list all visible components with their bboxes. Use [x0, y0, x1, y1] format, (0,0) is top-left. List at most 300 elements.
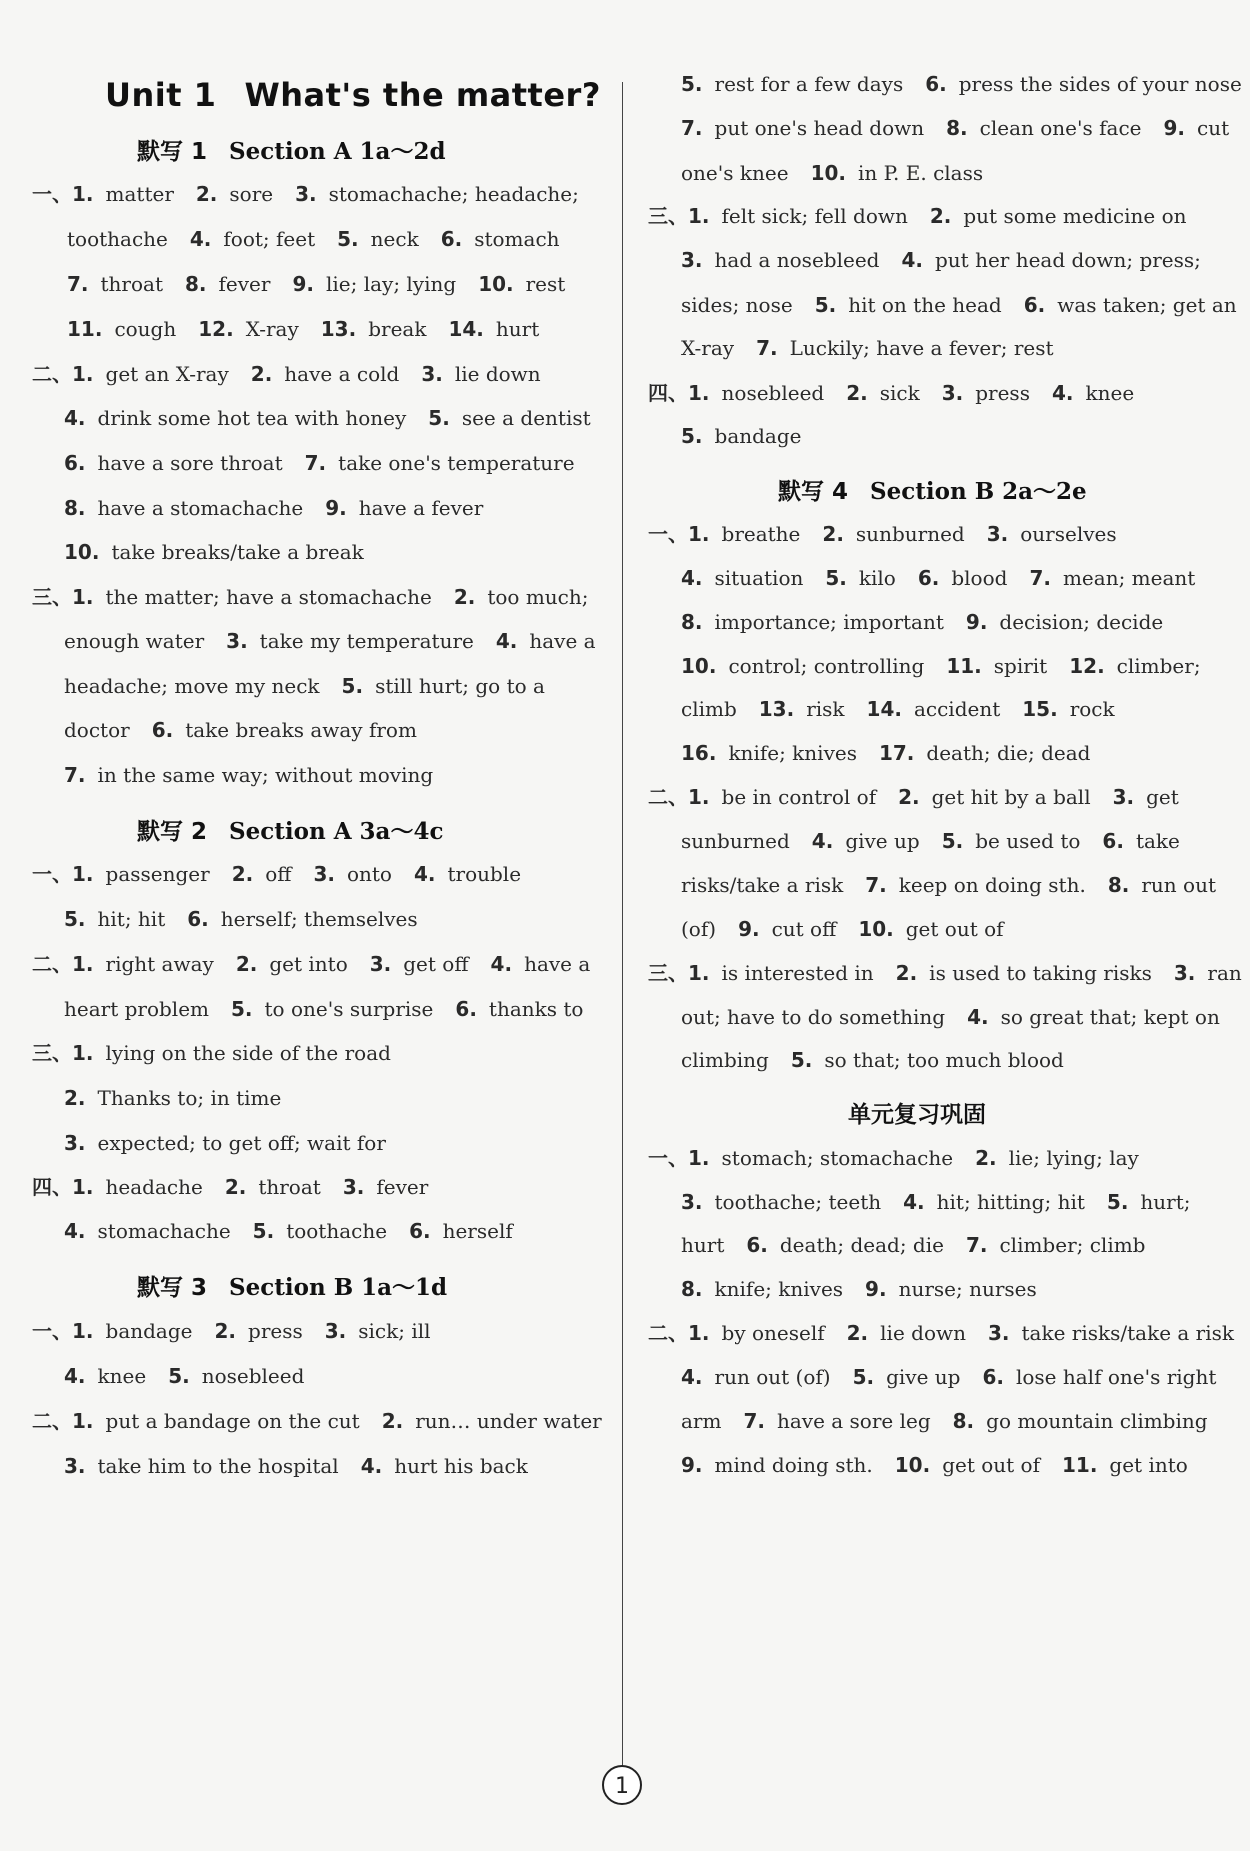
answer-text: off	[265, 862, 292, 886]
answer-text: hit; hitting; hit	[936, 1190, 1085, 1214]
answer-number: 9.	[865, 1277, 887, 1301]
answer-number: 4.	[360, 1454, 383, 1478]
answer-text: get out of	[905, 917, 1004, 941]
answer-number: 3.	[64, 1131, 86, 1155]
answer-line	[681, 916, 1026, 942]
answer-number: 3.	[313, 862, 335, 886]
answer-text: fever	[376, 1175, 429, 1199]
answer-text: headache; move my neck	[64, 674, 320, 698]
answer-number: 6.	[917, 566, 940, 590]
answer-text: so that; too much blood	[824, 1048, 1064, 1072]
answer-line	[32, 861, 543, 887]
answer-number: 二、1.	[648, 1321, 710, 1345]
answer-number: 三、1.	[32, 585, 94, 609]
answer-text: give up	[886, 1365, 961, 1389]
answer-number: 2.	[195, 182, 218, 206]
answer-text: knee	[97, 1364, 147, 1388]
answer-number: 2.	[231, 862, 254, 886]
answer-number: 4.	[901, 248, 923, 272]
answer-text: spirit	[993, 654, 1048, 678]
unit-heading: What's the matter?	[244, 76, 601, 114]
answer-line	[648, 1145, 1161, 1171]
answer-text: situation	[714, 566, 804, 590]
answer-text: lose half one's right	[1015, 1365, 1217, 1389]
answer-number: 3.	[226, 629, 248, 653]
answer-text: get out of	[942, 1453, 1040, 1477]
answer-text: be used to	[975, 829, 1081, 853]
answer-text: so great that; kept on	[1000, 1005, 1220, 1029]
answer-text: by oneself	[721, 1321, 825, 1345]
answer-number: 2.	[453, 585, 476, 609]
answer-text: put a bandage on the cut	[105, 1409, 360, 1433]
answer-line	[648, 1320, 1250, 1346]
answer-number: 7.	[743, 1409, 765, 1433]
answer-line	[681, 1047, 1086, 1073]
answer-text: risk	[806, 697, 845, 721]
answer-number: 9.	[965, 610, 988, 634]
answer-number: 2.	[64, 1086, 86, 1110]
answer-number: 7.	[681, 116, 703, 140]
answer-number: 8.	[1107, 873, 1130, 897]
answer-text: hurt;	[1140, 1190, 1191, 1214]
answer-number: 8.	[185, 272, 207, 296]
answer-text: Thanks to; in time	[97, 1086, 282, 1110]
answer-text: rest for a few days	[714, 72, 904, 96]
answer-number: 10.	[64, 540, 100, 564]
answer-number: 7.	[1029, 566, 1051, 590]
answer-line	[64, 1130, 408, 1156]
answer-line	[32, 361, 563, 387]
answer-number: 8.	[64, 496, 86, 520]
answer-line	[64, 673, 567, 699]
answer-number: 6.	[925, 72, 947, 96]
answer-text: be in control of	[721, 785, 877, 809]
answer-number: 3.	[988, 1321, 1010, 1345]
page-number: 1	[602, 1765, 642, 1805]
answer-line	[681, 828, 1202, 854]
answer-number: 5.	[428, 406, 450, 430]
answer-line	[32, 951, 612, 977]
answer-text: nosebleed	[201, 1364, 305, 1388]
answer-text: too much;	[487, 585, 589, 609]
answer-line	[681, 609, 1185, 635]
answer-number: 3.	[295, 182, 317, 206]
answer-number: 5.	[341, 674, 364, 698]
answer-number: 6.	[409, 1219, 431, 1243]
answer-number: 2.	[214, 1319, 237, 1343]
answer-number: 8.	[952, 1409, 975, 1433]
answer-text: matter	[105, 182, 174, 206]
answer-line	[67, 271, 587, 297]
answer-line	[64, 405, 613, 431]
answer-text: lie down	[454, 362, 541, 386]
answer-line	[681, 740, 1112, 766]
section-heading	[778, 473, 1087, 506]
answer-line	[681, 1189, 1213, 1215]
answer-text: sunburned	[855, 522, 965, 546]
answer-number: 3.	[342, 1175, 365, 1199]
answer-number: 10.	[894, 1453, 931, 1477]
answer-text: still hurt; go to a	[375, 674, 545, 698]
answer-number: 2.	[822, 522, 844, 546]
answer-text: fever	[218, 272, 271, 296]
answer-line	[64, 906, 440, 932]
answer-number: 8.	[946, 116, 968, 140]
answer-text: sides; nose	[681, 293, 793, 317]
answer-text: rest	[525, 272, 566, 296]
column-divider	[622, 82, 623, 1772]
answer-text: was taken; get an	[1057, 293, 1237, 317]
answer-text: hurt	[495, 317, 540, 341]
answer-number: 6.	[1102, 829, 1124, 853]
answer-number: 三、1.	[648, 961, 710, 985]
answer-number: 11.	[1061, 1453, 1098, 1477]
answer-text: in P. E. class	[858, 161, 984, 185]
answer-number: 四、1.	[648, 381, 710, 405]
answer-text: knife; knives	[714, 1277, 844, 1301]
answer-number: 2.	[224, 1175, 247, 1199]
answer-line	[681, 335, 1076, 361]
answer-text: knee	[1085, 381, 1135, 405]
answer-number: 10.	[681, 654, 717, 678]
answer-number: 3.	[681, 248, 703, 272]
answer-number: 14.	[866, 697, 902, 721]
answer-number: 11.	[67, 317, 103, 341]
answer-number: 7.	[304, 451, 327, 475]
answer-text: take my temperature	[259, 629, 474, 653]
answer-text: take	[1135, 829, 1180, 853]
answer-line	[681, 1452, 1210, 1478]
section-heading	[137, 1269, 447, 1302]
answer-number: 6.	[746, 1233, 768, 1257]
answer-text: have a sore throat	[97, 451, 283, 475]
section-heading-en: Section B 2a～2e	[870, 478, 1087, 505]
answer-line	[681, 71, 1250, 97]
answer-text: control; controlling	[728, 654, 925, 678]
answer-text: put some medicine on	[963, 204, 1187, 228]
answer-text: death; die; dead	[926, 741, 1091, 765]
answer-line	[681, 247, 1223, 273]
answer-text: lying on the side of the road	[105, 1041, 391, 1065]
answer-number: 2.	[381, 1409, 404, 1433]
answer-number: 6.	[1023, 293, 1046, 317]
answer-number: 4.	[64, 406, 86, 430]
answer-line	[64, 450, 597, 476]
answer-number: 5.	[814, 293, 837, 317]
answer-number: 5.	[337, 227, 359, 251]
answer-number: 5.	[1106, 1190, 1129, 1214]
answer-number: 4.	[64, 1364, 86, 1388]
answer-number: 8.	[681, 1277, 703, 1301]
answer-text: press	[975, 381, 1030, 405]
answer-text: take risks/take a risk	[1021, 1321, 1235, 1345]
answer-text: cough	[114, 317, 177, 341]
answer-line	[681, 292, 1250, 318]
section-heading-cn: 单元复习巩固	[848, 1102, 986, 1128]
answer-text: hurt his back	[394, 1454, 528, 1478]
answer-number: 3.	[1173, 961, 1196, 985]
answer-number: 四、1.	[32, 1175, 94, 1199]
answer-number: 4.	[811, 829, 834, 853]
section-heading-en: Section A 3a～4c	[229, 818, 444, 845]
answer-line	[64, 1453, 550, 1479]
answer-number: 12.	[1069, 654, 1105, 678]
answer-text: X-ray	[245, 317, 299, 341]
answer-number: 7.	[64, 763, 86, 787]
answer-number: 11.	[946, 654, 982, 678]
answer-text: press the sides of your nose	[958, 72, 1242, 96]
answer-line	[681, 1232, 1167, 1258]
answer-number: 3.	[421, 362, 443, 386]
answer-text: herself	[442, 1219, 513, 1243]
answer-text: X-ray	[681, 336, 735, 360]
answer-number: 12.	[198, 317, 234, 341]
answer-line	[32, 584, 611, 610]
answer-text: right away	[105, 952, 214, 976]
answer-number: 2.	[929, 204, 952, 228]
answer-text: have a cold	[284, 362, 400, 386]
answer-text: throat	[100, 272, 163, 296]
section-heading	[137, 133, 446, 166]
answer-number: 4.	[495, 629, 518, 653]
answer-line	[32, 1174, 450, 1200]
answer-number: 4.	[903, 1190, 925, 1214]
answer-text: breathe	[721, 522, 801, 546]
answer-text: ran	[1207, 961, 1242, 985]
answer-text: doctor	[64, 718, 130, 742]
answer-number: 6.	[455, 997, 477, 1021]
answer-text: throat	[258, 1175, 321, 1199]
answer-line	[681, 696, 1137, 722]
answer-text: importance; important	[714, 610, 944, 634]
answer-number: 15.	[1022, 697, 1058, 721]
answer-line	[681, 653, 1223, 679]
answer-text: get	[1146, 785, 1179, 809]
answer-number: 3.	[369, 952, 392, 976]
answer-line	[681, 160, 1005, 186]
answer-line	[648, 784, 1201, 810]
answer-text: get hit by a ball	[931, 785, 1091, 809]
answer-text: felt sick; fell down	[721, 204, 908, 228]
answer-number: 9.	[738, 917, 760, 941]
answer-text: get off	[403, 952, 469, 976]
answer-text: risks/take a risk	[681, 873, 844, 897]
answer-number: 一、1.	[32, 182, 94, 206]
answer-line	[64, 628, 618, 654]
answer-text: run out (of)	[714, 1365, 831, 1389]
answer-line	[681, 423, 824, 449]
section-heading	[848, 1096, 986, 1129]
answer-text: passenger	[105, 862, 210, 886]
answer-number: 17.	[878, 741, 915, 765]
section-heading-cn: 默写 1	[137, 139, 208, 165]
answer-number: 7.	[67, 272, 89, 296]
answer-number: 4.	[189, 227, 212, 251]
answer-line	[681, 115, 1250, 141]
unit-title	[105, 76, 601, 114]
answer-number: 2.	[235, 952, 258, 976]
answer-number: 4.	[681, 1365, 703, 1389]
answer-number: 三、1.	[648, 204, 710, 228]
answer-text: kilo	[858, 566, 896, 590]
answer-text: Luckily; have a fever; rest	[789, 336, 1054, 360]
answer-text: bandage	[105, 1319, 193, 1343]
answer-text: get into	[269, 952, 348, 976]
answer-line	[64, 1085, 303, 1111]
answer-number: 2.	[250, 362, 273, 386]
answer-text: heart problem	[64, 997, 209, 1021]
answer-number: 9.	[325, 496, 347, 520]
answer-line	[681, 1004, 1242, 1030]
answer-text: to one's surprise	[264, 997, 434, 1021]
answer-number: 6.	[187, 907, 209, 931]
answer-text: accident	[913, 697, 1001, 721]
answer-number: 5.	[681, 72, 703, 96]
answer-number: 13.	[320, 317, 357, 341]
answer-text: clean one's face	[979, 116, 1142, 140]
answer-number: 2.	[895, 961, 918, 985]
answer-number: 16.	[681, 741, 717, 765]
answer-number: 14.	[448, 317, 484, 341]
answer-line	[64, 996, 605, 1022]
answer-number: 5.	[252, 1219, 275, 1243]
answer-number: 6.	[64, 451, 86, 475]
answer-text: out; have to do something	[681, 1005, 946, 1029]
answer-text: nosebleed	[721, 381, 825, 405]
answer-number: 7.	[756, 336, 778, 360]
answer-number: 3.	[681, 1190, 703, 1214]
answer-text: had a nosebleed	[714, 248, 880, 272]
answer-text: take him to the hospital	[97, 1454, 339, 1478]
answer-number: 一、1.	[32, 1319, 94, 1343]
answer-line	[681, 1276, 1059, 1302]
answer-number: 6.	[982, 1365, 1004, 1389]
answer-number: 5.	[231, 997, 253, 1021]
answer-text: ourselves	[1020, 522, 1117, 546]
answer-text: put her head down; press;	[934, 248, 1201, 272]
answer-text: have a	[529, 629, 596, 653]
answer-number: 6.	[440, 227, 463, 251]
answer-text: neck	[370, 227, 419, 251]
answer-text: run out	[1141, 873, 1216, 897]
answer-number: 4.	[490, 952, 513, 976]
answer-text: break	[368, 317, 427, 341]
answer-number: 3.	[64, 1454, 86, 1478]
answer-line	[648, 380, 1156, 406]
answer-text: mind doing sth.	[714, 1453, 873, 1477]
answer-line	[648, 203, 1209, 229]
answer-text: knife; knives	[728, 741, 857, 765]
answer-number: 3.	[986, 522, 1009, 546]
section-heading-cn: 默写 4	[778, 479, 849, 505]
answer-number: 5.	[681, 424, 703, 448]
answer-text: toothache	[286, 1219, 388, 1243]
answer-number: 2.	[898, 785, 920, 809]
answer-text: foot; feet	[223, 227, 316, 251]
answer-line	[681, 1364, 1238, 1390]
answer-number: 7.	[965, 1233, 988, 1257]
answer-text: get into	[1109, 1453, 1188, 1477]
answer-number: 9.	[681, 1453, 703, 1477]
answer-number: 一、1.	[648, 522, 710, 546]
answer-line	[67, 316, 561, 342]
answer-number: 5.	[168, 1364, 190, 1388]
answer-text: have a	[524, 952, 591, 976]
answer-text: go mountain climbing	[986, 1409, 1208, 1433]
unit-label: Unit 1	[105, 76, 217, 114]
answer-line	[64, 1363, 326, 1389]
answer-text: toothache; teeth	[714, 1190, 882, 1214]
answer-text: expected; to get off; wait for	[97, 1131, 386, 1155]
answer-text: sore	[229, 182, 274, 206]
answer-line	[32, 181, 601, 207]
section-heading-cn: 默写 2	[137, 819, 208, 845]
answer-text: arm	[681, 1409, 722, 1433]
answer-number: 3.	[1112, 785, 1135, 809]
answer-text: have a stomachache	[97, 496, 304, 520]
answer-number: 6.	[151, 718, 174, 742]
answer-text: mean; meant	[1062, 566, 1196, 590]
answer-text: press	[248, 1319, 303, 1343]
answer-text: is used to taking risks	[929, 961, 1152, 985]
answer-number: 5.	[64, 907, 86, 931]
answer-line	[648, 960, 1250, 986]
answer-line	[67, 226, 582, 252]
answer-number: 5.	[941, 829, 964, 853]
answer-number: 一、1.	[32, 862, 94, 886]
answer-text: herself; themselves	[220, 907, 418, 931]
answer-text: climber; climb	[999, 1233, 1146, 1257]
answer-number: 9.	[292, 272, 314, 296]
answer-line	[32, 1318, 453, 1344]
answer-text: stomach; stomachache	[721, 1146, 954, 1170]
answer-number: 10.	[478, 272, 514, 296]
answer-number: 13.	[758, 697, 795, 721]
answer-text: take one's temperature	[338, 451, 575, 475]
answer-line	[681, 565, 1217, 591]
answer-text: cut	[1197, 116, 1230, 140]
answer-text: put one's head down	[714, 116, 925, 140]
answer-text: sick	[879, 381, 920, 405]
answer-text: thanks to	[488, 997, 584, 1021]
answer-line	[64, 495, 505, 521]
answer-text: nurse; nurses	[898, 1277, 1037, 1301]
answer-text: death; dead; die	[779, 1233, 944, 1257]
answer-line	[648, 521, 1139, 547]
answer-line	[64, 539, 386, 565]
answer-number: 二、1.	[32, 362, 94, 386]
answer-text: get an X-ray	[105, 362, 229, 386]
answer-number: 10.	[858, 917, 894, 941]
answer-text: drink some hot tea with honey	[97, 406, 407, 430]
answer-number: 4.	[967, 1005, 989, 1029]
section-heading-en: Section A 1a～2d	[229, 138, 446, 165]
answer-line	[681, 1408, 1230, 1434]
answer-number: 5.	[790, 1048, 813, 1072]
answer-text: lie; lay; lying	[325, 272, 457, 296]
answer-line	[64, 717, 439, 743]
answer-text: keep on doing sth.	[898, 873, 1086, 897]
answer-number: 2.	[846, 1321, 869, 1345]
answer-number: 2.	[975, 1146, 997, 1170]
answer-number: 5.	[852, 1365, 875, 1389]
answer-text: have a fever	[358, 496, 484, 520]
section-heading	[137, 813, 443, 846]
answer-text: the matter; have a stomachache	[105, 585, 432, 609]
answer-text: enough water	[64, 629, 205, 653]
answer-line	[32, 1408, 624, 1434]
answer-number: 2.	[846, 381, 868, 405]
